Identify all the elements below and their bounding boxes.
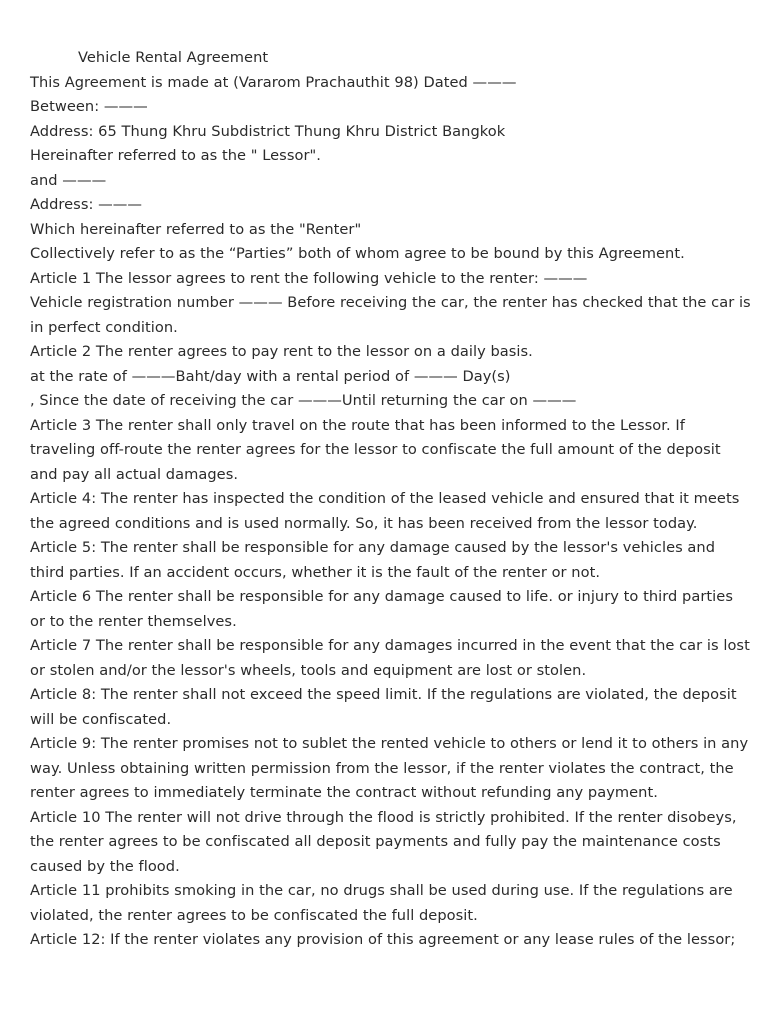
- article-12-line-1: Article 12: If the renter violates any provision of this agreement or any lease rules of the lessor;: [30, 931, 736, 948]
- article-9-line-3: renter agrees to immediately terminate the contract without refunding any payment.: [30, 784, 658, 801]
- renter-name-line: and ———: [30, 171, 107, 189]
- article-9-line-2: way. Unless obtaining written permission from the lessor, if the renter violates the contract, the: [30, 759, 734, 777]
- article-3-line-1: Article 3 The renter shall only travel on the route that has been informed to the Lessor. If: [30, 416, 685, 434]
- rental-rate-line: at the rate of ———Baht/day with a rental period of ——— Day(s): [30, 367, 511, 385]
- vehicle-condition-line: in perfect condition.: [30, 318, 178, 336]
- article-4-line-1: Article 4: The renter has inspected the condition of the leased vehicle and ensured that it meets: [30, 490, 740, 507]
- article-4-line-2: the agreed conditions and is used normally. So, it has been received from the lessor today.: [30, 514, 698, 532]
- rental-dates-line: , Since the date of receiving the car ———Until returning the car on ———: [30, 392, 577, 409]
- article-1-line: Article 1 The lessor agrees to rent the following vehicle to the renter: ———: [30, 269, 588, 287]
- article-10-line-3: caused by the flood.: [30, 857, 180, 875]
- lessor-name-line: Between: ———: [30, 98, 148, 115]
- article-6-line-2: or to the renter themselves.: [30, 612, 237, 630]
- article-5-line-2: third parties. If an accident occurs, whether it is the fault of the renter or not.: [30, 563, 601, 581]
- lessor-definition-line: Hereinafter referred to as the " Lessor".: [30, 147, 321, 164]
- vehicle-registration-line: Vehicle registration number ——— Before receiving the car, the renter has checked that the car is: [30, 294, 751, 311]
- article-5-line-1: Article 5: The renter shall be responsible for any damage caused by the lessor's vehicles and: [30, 539, 716, 556]
- renter-address-line: Address: ———: [30, 196, 143, 213]
- article-11-line-1: Article 11 prohibits smoking in the car, no drugs shall be used during use. If the regulations are: [30, 882, 733, 899]
- lessor-address-line: Address: 65 Thung Khru Subdistrict Thung Khru District Bangkok: [30, 122, 506, 140]
- article-7-line-2: or stolen and/or the lessor's wheels, tools and equipment are lost or stolen.: [30, 661, 587, 679]
- article-3-line-2: traveling off-route the renter agrees for the lessor to confiscate the full amount of the deposit: [30, 441, 721, 458]
- article-8-line-2: will be confiscated.: [30, 710, 172, 728]
- document-title: Vehicle Rental Agreement: [78, 49, 269, 66]
- article-10-line-1: Article 10 The renter will not drive through the flood is strictly prohibited. If the renter disobeys,: [30, 808, 737, 826]
- article-11-line-2: violated, the renter agrees to be confiscated the full deposit.: [30, 906, 478, 924]
- article-9-line-1: Article 9: The renter promises not to sublet the rented vehicle to others or lend it to others in any: [30, 735, 749, 752]
- article-7-line-1: Article 7 The renter shall be responsible for any damages incurred in the event that the car is lost: [30, 637, 750, 654]
- article-6-line-1: Article 6 The renter shall be responsible for any damage caused to life. or injury to third parties: [30, 588, 733, 605]
- article-2-line: Article 2 The renter agrees to pay rent to the lessor on a daily basis.: [30, 343, 533, 360]
- parties-definition-line: Collectively refer to as the “Parties” both of whom agree to be bound by this Agreement.: [30, 245, 685, 262]
- agreement-document: [30, 46, 751, 953]
- agreement-place-date-line: This Agreement is made at (Vararom Prachauthit 98) Dated ———: [30, 73, 517, 91]
- article-3-line-3: and pay all actual damages.: [30, 465, 239, 483]
- renter-definition-line: Which hereinafter referred to as the "Renter": [30, 220, 362, 238]
- article-10-line-2: the renter agrees to be confiscated all deposit payments and fully pay the maintenance costs: [30, 833, 721, 850]
- article-8-line-1: Article 8: The renter shall not exceed the speed limit. If the regulations are violated, the deposit: [30, 686, 737, 703]
